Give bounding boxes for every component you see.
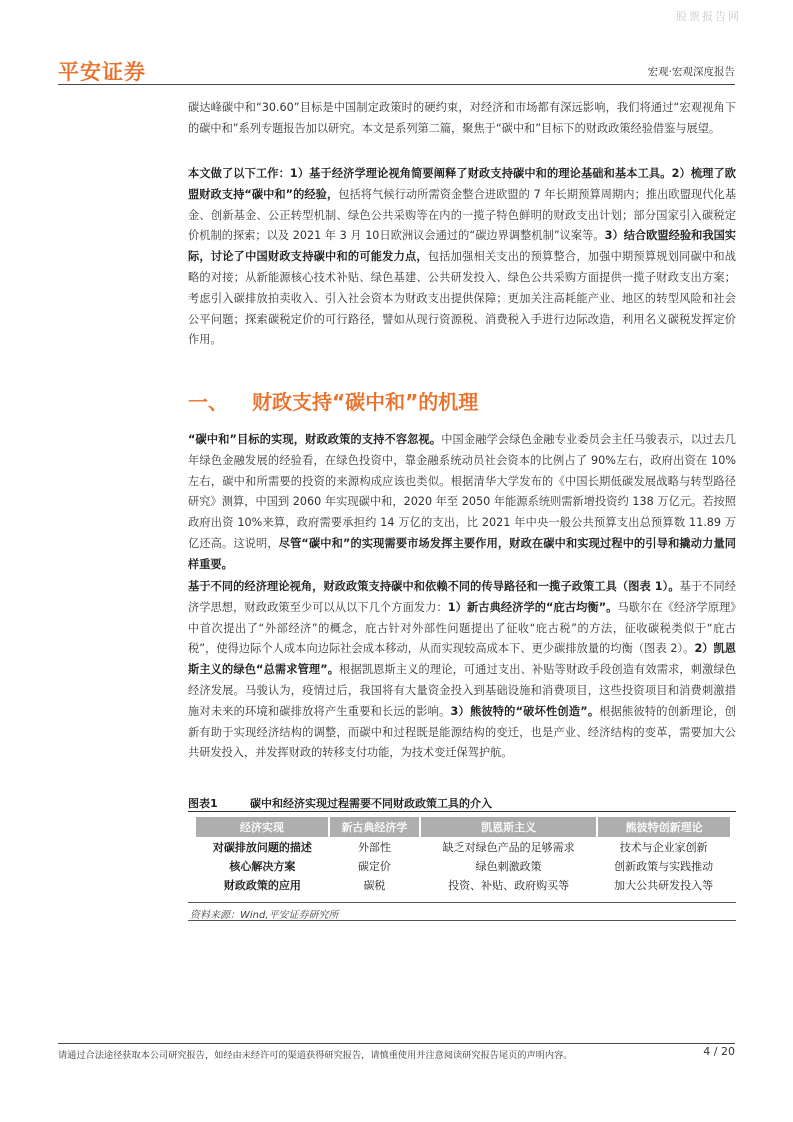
table-cell: 碳税 [363, 878, 386, 892]
mechanism-bold-2: 尽管“碳中和”的实现需要市场发挥主要作用，财政在碳中和实现过程中的引导和撬动力量同样重要。 [188, 536, 736, 571]
table-header-cell: 经济实现 [196, 817, 329, 837]
watermark: 股票报告网 [676, 10, 741, 23]
summary-bold-2: 3）结合欧盟经验和我国实际，讨论了中国财政支持碳中和的可能发力点， [188, 229, 736, 264]
figure-source: 资料来源：Wind,平安证券研究所 [190, 910, 339, 921]
table-row-header: 核心解决方案 [229, 859, 296, 873]
theory-paragraph [188, 577, 736, 764]
mechanism-paragraph [188, 430, 736, 576]
theory-text-3: 根据凯恩斯主义的理论，可通过支出、补贴等财政手段创造有效需求，刺激绿色经济发展。马骏认为，疫情过后，我国将有大量资金投入到基础设施和消费项目，这些投资项目和消费刺激措施对未来的环境和碳排放将产生重要和长远的影响。 [188, 663, 736, 718]
mechanism-text: 中国金融学会绿色金融专业委员会主任马骏表示，以过去几年绿色金融发展的经验看，在绿色投资中，靠金融系统动员社会资本的比例占了 90%左右，政府出资在 10%左右，碳中和所需要的投资的来源构成应该也类似。根据清华大学发布的《中国长期低碳发展战略与转型路径研究》测算，中国到 2060 年实现碳中和，2020 年至 2050 年能源系统则需新增投资约 138 万亿元。若按照政府出资 10%来算，政府需要承担约 14 万亿的支出，比 2021 年中央一般公共预算支出总预算数 11.89 万亿还高。这说明， [188, 433, 736, 550]
table-cell: 绿色刺激政策 [475, 859, 542, 873]
theory-bold-3: 2）凯恩斯主义的绿色“总需求管理”。 [188, 642, 736, 677]
intro-paragraph: 碳达峰碳中和“30.60”目标是中国制定政策时的硬约束，对经济和市场都有深远影响，我们将通过“宏观视角下的碳中和”系列专题报告加以研究。本文是系列第二篇，聚焦于“碳中和”目标下的财政政策经验借鉴与展望。 [188, 101, 736, 135]
theory-text-2: 马歇尔在《经济学原理》中首次提出了“外部经济”的概念，庇古针对外部性问题提出了征收“庇古税”的方法，征收碳税类似于“庇古税”，使得边际个人成本向边际社会成本移动，从而实现较高成本下、更少碳排放量的均衡（图表 2）。 [188, 600, 736, 656]
table-cell: 投资、补贴、政府购买等 [448, 878, 570, 892]
table-row [196, 875, 730, 894]
summary-text-2: 包括加强相关支出的预算整合，加强中期预算规划同碳中和战略的对接；从新能源核心技术补贴、绿色基建、公共研发投入、绿色公共采购方面提供一揽子财政支出方案；考虑引入碳排放拍卖收入、引入社会资本为财政支出提供保障；更加关注高耗能产业、地区的转型风险和社会公平问题；探索碳税定价的可行路径，譬如从现行资源税、消费税入手进行边际改造，利用名义碳税发挥定价作用。 [188, 250, 736, 347]
summary-text-1: 包括将气候行动所需资金整合进欧盟的 7 年长期预算周期内；推出欧盟现代化基金、创新基金、公正转型机制、绿色公共采购等在内的一揽子特色鲜明的财政支出计划；部分国家引入碳税定价机制的探索；以及 2021 年 3 月 10日欧洲议会通过的“碳边界调整机制”议案等。 [188, 187, 737, 243]
footer-divider [58, 1043, 735, 1044]
footer-disclaimer: 请通过合法途径获取本公司研究报告，如经由未经许可的渠道获得研究报告，请慎重使用并注意阅读研究报告尾页的声明内容。 [58, 1050, 573, 1061]
theory-bold-4: 3）熊彼特的“破坏性创造”。 [450, 704, 600, 718]
report-type: 宏观·宏观深度报告 [647, 66, 735, 78]
table-header-row [196, 817, 730, 837]
summary-bold-1: 本文做了以下工作：1）基于经济学理论视角简要阐释了财政支持碳中和的理论基础和基本工具。2）梳理了欧盟财政支持“碳中和”的经验， [188, 167, 736, 201]
header-divider [58, 84, 735, 85]
table-row-header: 对碳排放问题的描述 [212, 840, 312, 854]
table-header-cell: 新古典经济学 [329, 817, 420, 837]
figure-label: 图表1 [188, 797, 218, 810]
mechanism-bold-1: “碳中和”目标的实现，财政政策的支持不容忽视。 [188, 433, 442, 446]
figure-caption: 碳中和经济实现过程需要不同财政政策工具的介入 [250, 797, 492, 810]
table-cell: 加大公共研发投入等 [614, 878, 714, 892]
figure-top-rule [188, 811, 736, 812]
table-cell: 技术与企业家创新 [619, 840, 708, 854]
company-logo: 平安证券 [58, 60, 146, 84]
table-row [196, 837, 730, 856]
table-cell: 外部性 [357, 840, 391, 854]
theory-bold-1: 基于不同的经济理论视角，财政政策支持碳中和依赖不同的传导路径和一揽子政策工具（图表 1）。 [188, 580, 680, 593]
figure-title [188, 795, 736, 811]
table-cell: 缺乏对绿色产品的足够需求 [442, 840, 575, 854]
theory-text-1: 基于不同经济学思想，财政政策至少可以从以下几个方面发力： [188, 580, 736, 614]
table-cell: 碳定价 [357, 859, 391, 873]
summary-paragraph [188, 164, 736, 351]
table-cell: 创新政策与实践推动 [614, 859, 714, 873]
table-row [196, 856, 730, 875]
table-row-header: 财政政策的应用 [223, 878, 301, 892]
page-number: 4 / 20 [703, 1045, 735, 1058]
table-header-cell: 凯恩斯主义 [420, 817, 597, 837]
section-title: 财政支持“碳中和”的机理 [252, 390, 479, 414]
section-number: 一、 [188, 390, 228, 414]
figure-table [196, 817, 730, 894]
source-underline [188, 900, 736, 921]
table-header-cell: 熊彼特创新理论 [597, 817, 730, 837]
section-heading [188, 386, 478, 415]
theory-text-4: 根据熊彼特的创新理论，创新有助于实现经济结构的调整，而碳中和过程既是能源结构的变迁，也是产业、经济结构的变革，需要加大公共研发投入，并发挥财政的转移支付功能，为技术变迁保驾护航。 [188, 704, 736, 760]
theory-bold-2: 1）新古典经济学的“庇古均衡”。 [447, 600, 618, 614]
